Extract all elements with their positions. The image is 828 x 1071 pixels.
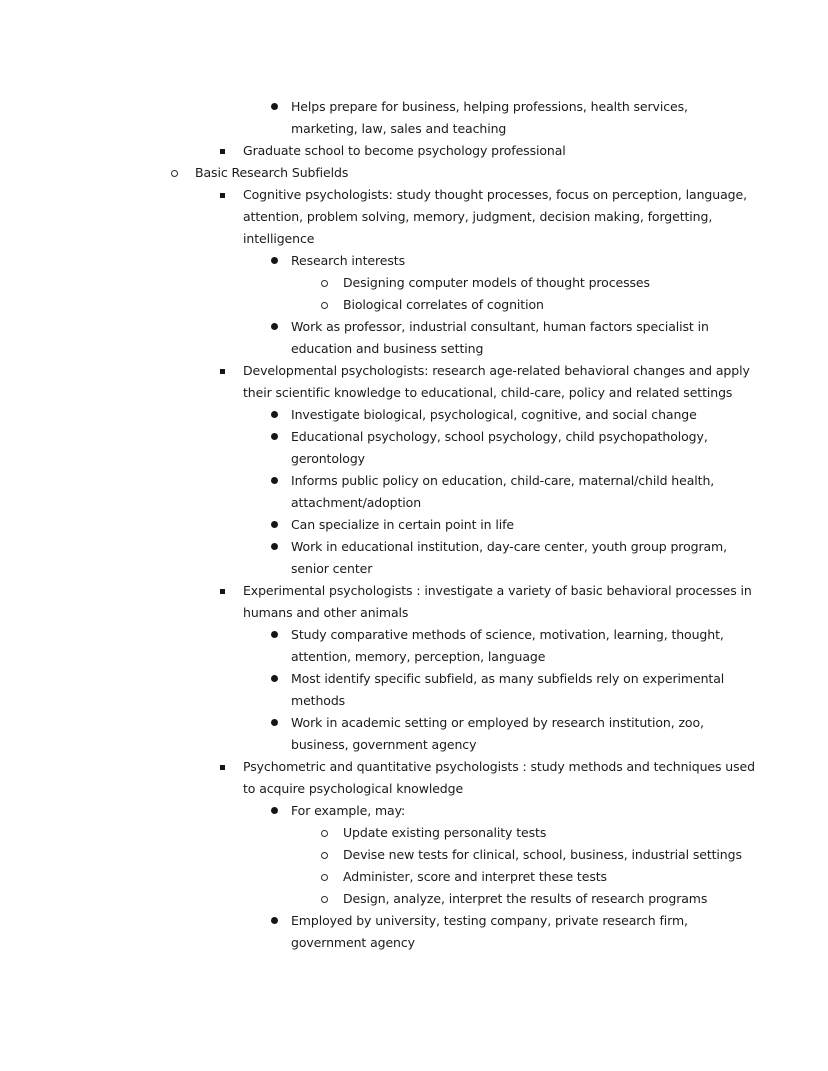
list-item — [0, 822, 828, 844]
list-item-line: Work in academic setting or employed by research institution, zoo, — [291, 715, 704, 730]
bullet-circle-icon — [321, 280, 328, 287]
list-item-line: Psychometric and quantitative psychologists : study methods and techniques used — [243, 759, 755, 774]
list-item-line: Research interests — [291, 253, 405, 268]
list-item-line: Educational psychology, school psychology, child psychopathology, — [291, 429, 708, 444]
list-item — [0, 272, 828, 294]
list-item-line: attention, problem solving, memory, judgment, decision making, forgetting, — [243, 209, 713, 224]
bullet-disc-icon — [271, 675, 278, 682]
list-item-line: Most identify specific subfield, as many subfields rely on experimental — [291, 671, 725, 686]
list-item — [0, 514, 828, 536]
bullet-circle-icon — [321, 896, 328, 903]
list-item-line: Work in educational institution, day-care center, youth group program, — [291, 539, 727, 554]
list-item — [0, 184, 828, 250]
bullet-circle-icon — [171, 170, 178, 177]
bullet-square-icon — [220, 369, 225, 374]
list-item-line: Cognitive psychologists: study thought processes, focus on perception, language, — [243, 187, 747, 202]
list-item-line: Basic Research Subfields — [195, 165, 349, 180]
list-item-line: Employed by university, testing company, private research firm, — [291, 913, 688, 928]
bullet-circle-icon — [321, 830, 328, 837]
bullet-circle-icon — [321, 302, 328, 309]
list-item — [0, 910, 828, 954]
list-item — [0, 712, 828, 756]
list-item-line: Developmental psychologists: research age-related behavioral changes and apply — [243, 363, 750, 378]
list-item-line: to acquire psychological knowledge — [243, 781, 464, 796]
list-item — [0, 800, 828, 822]
list-item-line: senior center — [291, 561, 373, 576]
bullet-disc-icon — [271, 411, 278, 418]
list-item-line: gerontology — [291, 451, 365, 466]
list-item-line: Study comparative methods of science, motivation, learning, thought, — [291, 627, 724, 642]
list-item-line: marketing, law, sales and teaching — [291, 121, 507, 136]
list-item — [0, 162, 828, 184]
list-item — [0, 140, 828, 162]
bullet-disc-icon — [271, 631, 278, 638]
list-item-line: intelligence — [243, 231, 315, 246]
list-item — [0, 580, 828, 624]
list-item — [0, 294, 828, 316]
list-item — [0, 844, 828, 866]
bullet-square-icon — [220, 765, 225, 770]
bullet-disc-icon — [271, 521, 278, 528]
bullet-disc-icon — [271, 719, 278, 726]
bullet-square-icon — [220, 589, 225, 594]
list-item — [0, 470, 828, 514]
bullet-disc-icon — [271, 477, 278, 484]
list-item-line: Designing computer models of thought processes — [343, 275, 650, 290]
list-item-line: attention, memory, perception, language — [291, 649, 546, 664]
bullet-disc-icon — [271, 103, 278, 110]
list-item — [0, 316, 828, 360]
list-item-line: Helps prepare for business, helping professions, health services, — [291, 99, 688, 114]
list-item — [0, 536, 828, 580]
list-item-line: Devise new tests for clinical, school, business, industrial settings — [343, 847, 742, 862]
bullet-disc-icon — [271, 257, 278, 264]
list-item-line: humans and other animals — [243, 605, 409, 620]
bullet-circle-icon — [321, 874, 328, 881]
list-item — [0, 426, 828, 470]
list-item-line: attachment/adoption — [291, 495, 422, 510]
bullet-square-icon — [220, 149, 225, 154]
bullet-disc-icon — [271, 433, 278, 440]
list-item-line: education and business setting — [291, 341, 484, 356]
list-item-line: Work as professor, industrial consultant, human factors specialist in — [291, 319, 709, 334]
list-item-line: their scientific knowledge to educational, child-care, policy and related settings — [243, 385, 733, 400]
list-item — [0, 250, 828, 272]
list-item-line: Update existing personality tests — [343, 825, 547, 840]
list-item — [0, 404, 828, 426]
list-item — [0, 624, 828, 668]
list-item — [0, 668, 828, 712]
list-item — [0, 866, 828, 888]
list-item-line: Investigate biological, psychological, cognitive, and social change — [291, 407, 697, 422]
list-item-line: Experimental psychologists : investigate a variety of basic behavioral processes in — [243, 583, 752, 598]
list-item — [0, 756, 828, 800]
list-item-line: Administer, score and interpret these tests — [343, 869, 607, 884]
list-item-line: government agency — [291, 935, 415, 950]
list-item-line: For example, may: — [291, 803, 406, 818]
list-item-line: Graduate school to become psychology professional — [243, 143, 566, 158]
bullet-disc-icon — [271, 543, 278, 550]
bullet-list — [0, 96, 828, 954]
bullet-disc-icon — [271, 807, 278, 814]
list-item-line: Biological correlates of cognition — [343, 297, 544, 312]
list-item-line: Design, analyze, interpret the results of research programs — [343, 891, 708, 906]
bullet-disc-icon — [271, 917, 278, 924]
bullet-disc-icon — [271, 323, 278, 330]
bullet-circle-icon — [321, 852, 328, 859]
list-item — [0, 360, 828, 404]
list-item-line: business, government agency — [291, 737, 477, 752]
list-item — [0, 96, 828, 140]
list-item-line: Informs public policy on education, child-care, maternal/child health, — [291, 473, 715, 488]
list-item-line: Can specialize in certain point in life — [291, 517, 514, 532]
list-item — [0, 888, 828, 910]
bullet-square-icon — [220, 193, 225, 198]
list-item-line: methods — [291, 693, 346, 708]
